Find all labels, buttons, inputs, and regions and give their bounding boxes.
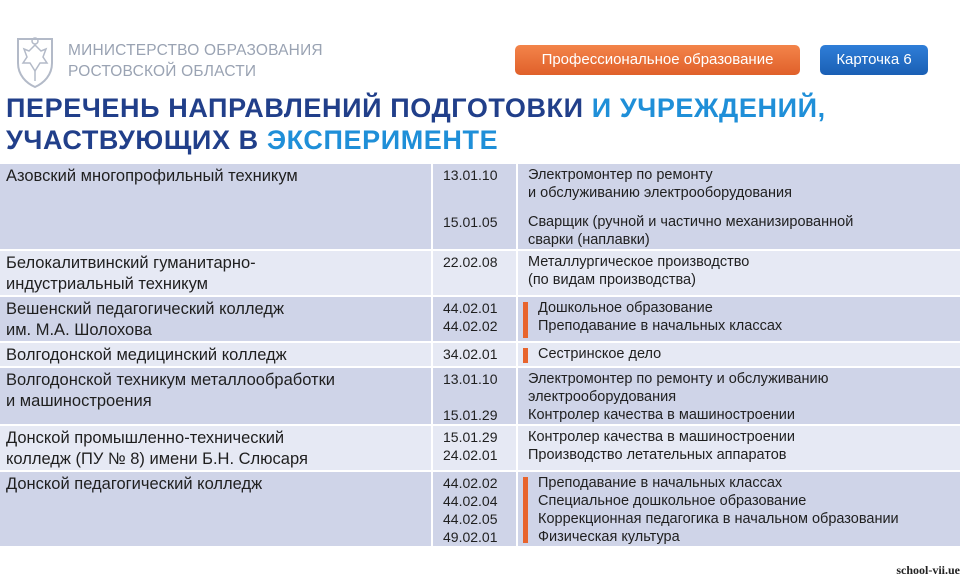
orange-marker [523, 348, 528, 363]
program-cell [518, 297, 960, 341]
specialty-code: 44.02.01 [443, 300, 498, 316]
table-row [0, 472, 960, 548]
program-name: Контролер качества в машиностроении [528, 429, 795, 445]
program-name: Специальное дошкольное образование [538, 493, 807, 509]
program-name: электрооборудования [528, 389, 677, 405]
program-cell [518, 164, 960, 249]
institution-name-line: Донской промышленно-технический [6, 429, 285, 447]
program-name: Сестринское дело [538, 346, 662, 362]
program-cell [518, 251, 960, 295]
institution-cell [0, 251, 433, 295]
ministry-logo [10, 33, 323, 89]
ministry-line-1: МИНИСТЕРСТВО ОБРАЗОВАНИЯ [68, 42, 323, 59]
program-name: сварки (наплавки) [528, 232, 650, 248]
specialty-code: 15.01.05 [443, 214, 498, 230]
table-row [0, 368, 960, 426]
program-name: Металлургическое производство [528, 254, 750, 270]
institution-name-line: индустриальный техникум [6, 275, 208, 293]
table-row [0, 251, 960, 297]
specialty-code: 49.02.01 [443, 529, 498, 545]
title-part-1: ПЕРЕЧЕНЬ НАПРАВЛЕНИЙ ПОДГОТОВКИ [6, 93, 592, 123]
specialty-code: 15.01.29 [443, 407, 498, 423]
category-badge: Профессиональное образование [515, 45, 800, 75]
institution-name-line: и машиностроения [6, 392, 152, 410]
specialty-code: 34.02.01 [443, 346, 498, 362]
program-name: и обслуживанию электрооборудования [528, 185, 792, 201]
program-cell [518, 426, 960, 470]
program-name: Коррекционная педагогика в начальном образовании [538, 511, 899, 527]
institution-name-line: Белокалитвинский гуманитарно- [6, 254, 256, 272]
institution-cell [0, 368, 433, 424]
card-number-badge: Карточка 6 [820, 45, 928, 75]
institutions-table [0, 164, 960, 548]
ministry-name [68, 40, 323, 82]
title-part-4: ЭКСПЕРИМЕНТЕ [266, 125, 499, 155]
program-name: Электромонтер по ремонту и обслуживанию [528, 371, 829, 387]
orange-marker [523, 302, 528, 338]
institution-name-line: Азовский многопрофильный техникум [6, 167, 298, 185]
institution-name-line: Волгодонской техникум металлообработки [6, 371, 336, 389]
institution-name-line: Вешенский педагогический колледж [6, 300, 285, 318]
institution-cell [0, 343, 433, 366]
specialty-code: 13.01.10 [443, 371, 498, 387]
orange-marker [523, 477, 528, 543]
specialty-code: 24.02.01 [443, 447, 498, 463]
institution-name-line: колледж (ПУ № 8) имени Б.Н. Слюсаря [6, 450, 308, 468]
title-part-3: УЧАСТВУЮЩИХ В [6, 125, 267, 155]
code-cell [433, 368, 518, 424]
specialty-code [443, 388, 516, 406]
program-name: Контролер качества в машиностроении [528, 407, 795, 423]
code-cell [433, 251, 518, 295]
specialty-code [443, 184, 516, 202]
code-cell [433, 164, 518, 249]
coat-of-arms-icon [10, 33, 60, 89]
program-name: Преподавание в начальных классах [538, 475, 783, 491]
institution-name-line: Волгодонской медицинский колледж [6, 346, 287, 364]
specialty-code: 15.01.29 [443, 429, 498, 445]
institution-cell [0, 426, 433, 470]
code-cell [433, 426, 518, 470]
specialty-code: 44.02.02 [443, 475, 498, 491]
institution-name-line: Донской педагогический колледж [6, 475, 263, 493]
program-name: Производство летательных аппаратов [528, 447, 787, 463]
watermark: school-vii.ue [896, 563, 960, 577]
title-part-2: И УЧРЕЖДЕНИЙ, [591, 93, 826, 123]
program-name: Электромонтер по ремонту [528, 167, 713, 183]
specialty-code: 22.02.08 [443, 254, 498, 270]
ministry-line-2: РОСТОВСКОЙ ОБЛАСТИ [68, 63, 257, 80]
code-cell [433, 472, 518, 546]
institution-cell [0, 297, 433, 341]
program-cell [518, 472, 960, 546]
institution-name-line: им. М.А. Шолохова [6, 321, 152, 339]
specialty-code [443, 271, 516, 289]
program-name: Преподавание в начальных классах [538, 318, 783, 334]
program-cell [518, 343, 960, 366]
specialty-code: 13.01.10 [443, 167, 498, 183]
specialty-code: 44.02.05 [443, 511, 498, 527]
table-row [0, 164, 960, 251]
table-row [0, 343, 960, 368]
program-name: Сварщик (ручной и частично механизированной [528, 214, 854, 230]
code-cell [433, 297, 518, 341]
specialty-code: 44.02.04 [443, 493, 498, 509]
page-title [6, 92, 826, 156]
specialty-code: 44.02.02 [443, 318, 498, 334]
institution-cell [0, 164, 433, 249]
code-cell [433, 343, 518, 366]
program-name: Физическая культура [538, 529, 680, 545]
institution-cell [0, 472, 433, 546]
table-row [0, 426, 960, 472]
program-cell [518, 368, 960, 424]
table-row [0, 297, 960, 343]
program-name: Дошкольное образование [538, 300, 713, 316]
program-name: (по видам производства) [528, 272, 696, 288]
specialty-code [443, 231, 516, 249]
